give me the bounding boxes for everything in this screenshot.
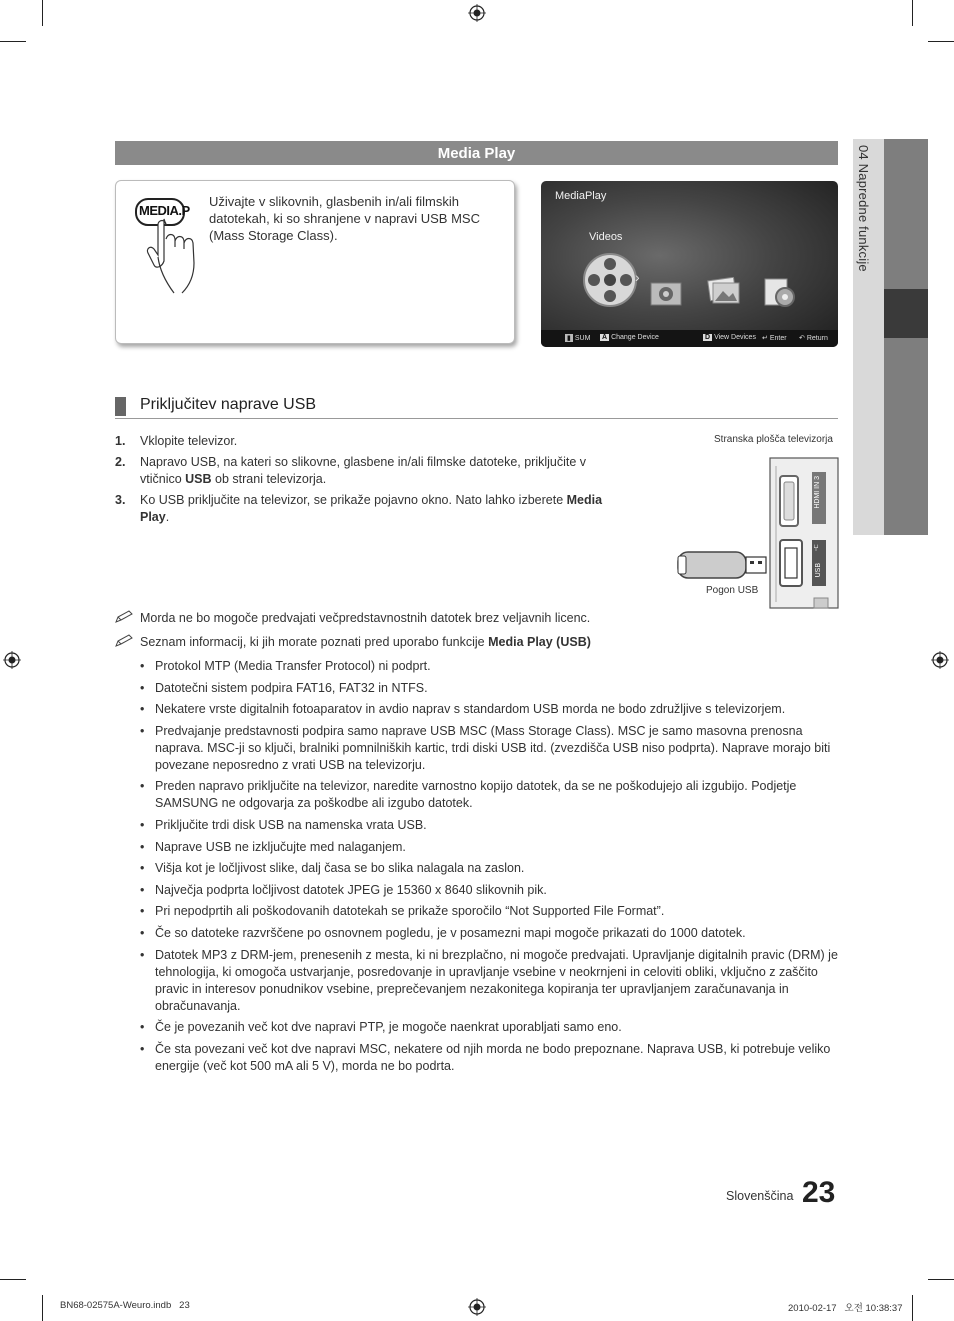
crop-mark bbox=[928, 41, 954, 42]
print-file-info: BN68-02575A-Weuro.indb 23 bbox=[60, 1300, 190, 1311]
list-item: • Datotek MP3 z DRM-jem, prenesenih z mesta, ki ni brezplačno, ni mogoče predvajati. Upravljanje digitalnih pravic (DRM) je tehnologija, ki omogoča ustvarjanje, posredovanje in upravljanje vsebine v neokrnjeni in celoviti obliki, vključno z zaščito pravic in interesov ponudnikov vsebine, preprečevanjem nezakonitega kopiranja ter upravljanjem zaračunavanja in obračunavanja. bbox=[140, 947, 838, 1013]
screen-footer-enter bbox=[762, 334, 787, 342]
list-item: • Nekatere vrste digitalnih fotoaparatov in avdio naprav s standardom USB morda ne bodo združljive s televizorjem. bbox=[140, 702, 786, 717]
registration-mark-icon bbox=[468, 4, 486, 22]
list-item: • Če je povezanih več kot dve napravi PTP, je mogoče naenkrat uporabljati samo eno. bbox=[140, 1020, 622, 1035]
bullet-text: Višja kot je ločljivost slike, dalj časa se bo slika nalagala na zaslon. bbox=[155, 861, 525, 876]
a-key-badge: A bbox=[602, 334, 608, 341]
list-item: • Največja podprta ločljivost datotek JPEG je 15360 x 8640 slikovnih pik. bbox=[140, 882, 547, 897]
section-heading-text: Priključitev naprave USB bbox=[140, 396, 317, 413]
sum-label: SUM bbox=[574, 335, 591, 342]
mediaplay-screen bbox=[541, 181, 838, 347]
bullet-text: Datotek MP3 z DRM-jem, prenesenih z mesta, ki ni brezplačno, ni mogoče predvajati. Upravljanje digitalnih pravic (DRM) je tehnologija, ki omogoča ustvarjanje, posredovanje in upravljanje vsebine v neokrnjeni in celoviti obliki, vključno z zaščito pravic in interesov ponudnikov vsebine, preprečevanjem nezakonitega kopiranja ter upravljanjem zaračunavanja in obračunavanja. bbox=[155, 947, 838, 1013]
note-bold-text: Media Play (USB) bbox=[488, 635, 591, 649]
note-item bbox=[115, 634, 840, 651]
note-text: Seznam informacij, ki jih morate poznati pred uporabo funkcije bbox=[140, 635, 489, 649]
usb-port-label: USB bbox=[815, 563, 822, 578]
crop-mark bbox=[42, 0, 43, 26]
list-item: • Če so datoteke razvrščene po osnovnem pogledu, je v posamezni mapi mogoče prikazati do 1000 datotek. bbox=[140, 925, 746, 940]
bullet-text: Preden napravo priključite na televizor, naredite varnostno kopijo datotek, da se ne poškodujejo ali izgubijo. Podjetje SAMSUNG ne odgovarja za poškodbe ali izgubo datotek. bbox=[155, 779, 797, 811]
bullet-text: Če je povezanih več kot dve napravi PTP, je mogoče naenkrat uporabljati samo eno. bbox=[155, 1020, 622, 1035]
footer-language: Slovenščina bbox=[726, 1189, 794, 1203]
screen-footer bbox=[541, 330, 838, 347]
usb-symbol-icon: ⑂ bbox=[813, 543, 819, 554]
chapter-tab-label: 04 Napredne funkcije bbox=[856, 145, 871, 272]
list-item: • Če sta povezani več kot dve napravi MSC, nekatere od njih morda ne bodo prepoznane. Naprava USB, ki potrebuje veliko energije (več kot 500 mA ali 5 V), morda ne bo podrta. bbox=[140, 1041, 831, 1073]
bullet-text: Predvajanje predstavnosti podpira samo naprave USB MSC (Mass Storage Class). MSC je samo masovna prenosna naprava. MSC-ji so ključi, bralniki pomnilniških kartic, trdi diski USB itd. (zvezdišča USB niso podprta). Naprave morajo biti povezane neposredno z vrati USB na televizorju. bbox=[155, 723, 831, 772]
screen-footer-sum bbox=[565, 334, 590, 342]
steps-list bbox=[115, 433, 615, 530]
crop-mark bbox=[42, 1295, 43, 1321]
step-number: 2. bbox=[115, 455, 126, 469]
list-item: • Preden napravo priključite na televizor, naredite varnostno kopijo datotek, da se ne poškodujejo ali izgubijo. Podjetje SAMSUNG ne odgovarja za poškodbe ali izgubo datotek. bbox=[140, 779, 797, 811]
list-item: • Višja kot je ločljivost slike, dalj časa se bo slika nalagala na zaslon. bbox=[140, 861, 525, 876]
enter-label: Enter bbox=[769, 335, 787, 342]
film-reel-icon bbox=[581, 251, 639, 309]
list-item: • Protokol MTP (Media Transfer Protocol) ni podprt. bbox=[140, 659, 431, 673]
screen-footer-return bbox=[799, 334, 828, 342]
screen-category-label: Videos bbox=[589, 231, 623, 243]
crop-mark bbox=[928, 1279, 954, 1280]
bullet-text: Nekatere vrste digitalnih fotoaparatov in avdio naprav s standardom USB morda ne bodo združljive s televizorjem. bbox=[155, 702, 786, 717]
chevron-right-icon: › bbox=[635, 269, 640, 285]
enter-icon: ↵ bbox=[762, 335, 768, 342]
section-title: Media Play bbox=[115, 141, 838, 165]
step-item bbox=[115, 454, 615, 488]
list-item: • Pri nepodprtih ali poškodovanih datotekah se prikaže sporočilo “Not Supported File Format”. bbox=[140, 904, 665, 919]
pencil-note-icon bbox=[115, 634, 135, 648]
screen-footer-change-device bbox=[600, 334, 659, 341]
side-panel-label: Stranska plošča televizorja bbox=[714, 434, 833, 445]
media-p-button-label: MEDIA.P bbox=[139, 203, 190, 218]
step-text: . bbox=[165, 510, 170, 524]
change-device-label: Change Device bbox=[611, 334, 659, 341]
step-text: Ko USB priključite na televizor, se prikaže pojavno okno. Nato lahko izberete bbox=[140, 493, 567, 507]
step-item bbox=[115, 433, 615, 450]
hdmi-port-label: HDMI IN 3 bbox=[814, 476, 821, 509]
crop-mark bbox=[0, 41, 26, 42]
bullet-text: Pri nepodprtih ali poškodovanih datotekah se prikaže sporočilo “Not Supported File Format”. bbox=[155, 904, 665, 919]
bullet-text: Naprave USB ne izključujte med nalaganjem. bbox=[155, 839, 406, 854]
screen-title: MediaPlay bbox=[555, 190, 607, 202]
note-text: Morda ne bo mogoče predvajati večpredstavnostnih datotek brez veljavnih licenc. bbox=[140, 611, 591, 625]
bullet-text: Če sta povezani več kot dve napravi MSC, nekatere od njih morda ne bodo prepoznane. Naprava USB, ki potrebuje veliko energije (več kot 500 mA ali 5 V), morda ne bo podrta. bbox=[155, 1041, 831, 1073]
crop-mark bbox=[912, 0, 913, 26]
section-heading bbox=[115, 396, 838, 419]
step-bold-text: Media Play bbox=[140, 493, 603, 524]
step-bold-text: USB bbox=[185, 472, 212, 486]
return-label: Return bbox=[806, 335, 828, 342]
step-item bbox=[115, 492, 615, 526]
registration-mark-icon bbox=[468, 1298, 486, 1316]
bullet-text: Datotečni sistem podpira FAT16, FAT32 in NTFS. bbox=[155, 680, 428, 695]
d-key-badge: D bbox=[705, 334, 711, 341]
step-number: 3. bbox=[115, 493, 126, 507]
step-number: 1. bbox=[115, 434, 126, 448]
print-date-info: 2010-02-17 오전 10:38:37 bbox=[788, 1303, 903, 1314]
step-text: ob strani televizorja. bbox=[211, 472, 327, 486]
view-devices-label: View Devices bbox=[714, 334, 756, 341]
return-icon: ↶ bbox=[799, 335, 805, 342]
remote-info-box bbox=[115, 180, 515, 344]
settings-gear-icon bbox=[763, 275, 797, 309]
chapter-tab-marker bbox=[884, 289, 928, 338]
sum-key-icon: ▮ bbox=[567, 335, 571, 342]
crop-mark bbox=[0, 1279, 26, 1280]
bullet-list bbox=[115, 658, 840, 1075]
bullet-text: Če so datoteke razvrščene po osnovnem pogledu, je v posamezni mapi mogoče prikazati do 1000 datotek. bbox=[155, 925, 746, 940]
list-item: • Predvajanje predstavnosti podpira samo naprave USB MSC (Mass Storage Class). MSC je samo masovna prenosna naprava. MSC-ji so ključi, bralniki pomnilniških kartic, trdi diski USB itd. (zvezdišča USB niso podprta). Naprave morajo biti povezane neposredno z vrati USB na televizorju. bbox=[140, 723, 831, 772]
screen-footer-view-devices bbox=[703, 334, 756, 341]
bullet-text: Protokol MTP (Media Transfer Protocol) ni podprt. bbox=[155, 659, 431, 673]
bullet-text: Priključite trdi disk USB na namenska vrata USB. bbox=[155, 817, 427, 832]
list-item: • Naprave USB ne izključujte med nalaganjem. bbox=[140, 839, 406, 854]
bullet-text: Največja podprta ločljivost datotek JPEG je 15360 x 8640 slikovnih pik. bbox=[155, 882, 547, 897]
crop-mark bbox=[912, 1295, 913, 1321]
page-number: 23 bbox=[802, 1176, 836, 1209]
registration-mark-icon bbox=[931, 651, 949, 669]
notes-section bbox=[115, 610, 840, 1079]
photos-icon bbox=[705, 277, 741, 307]
step-text: Napravo USB, na kateri so slikovne, glasbene in/ali filmske datoteke, priključite v vtičnico bbox=[140, 455, 587, 486]
usb-drive-label: Pogon USB bbox=[706, 585, 759, 596]
list-item: • Priključite trdi disk USB na namenska vrata USB. bbox=[140, 817, 427, 832]
step-text: Vklopite televizor. bbox=[140, 434, 238, 448]
heading-marker bbox=[115, 397, 126, 416]
registration-mark-icon bbox=[3, 651, 21, 669]
note-item bbox=[115, 610, 840, 627]
remote-description: Uživajte v slikovnih, glasbenih in/ali filmskih datotekah, ki so shranjene v napravi USB MSC (Mass Storage Class). bbox=[209, 194, 480, 243]
pencil-note-icon bbox=[115, 610, 135, 624]
camera-icon bbox=[649, 277, 683, 307]
list-item: • Datotečni sistem podpira FAT16, FAT32 in NTFS. bbox=[140, 680, 428, 695]
